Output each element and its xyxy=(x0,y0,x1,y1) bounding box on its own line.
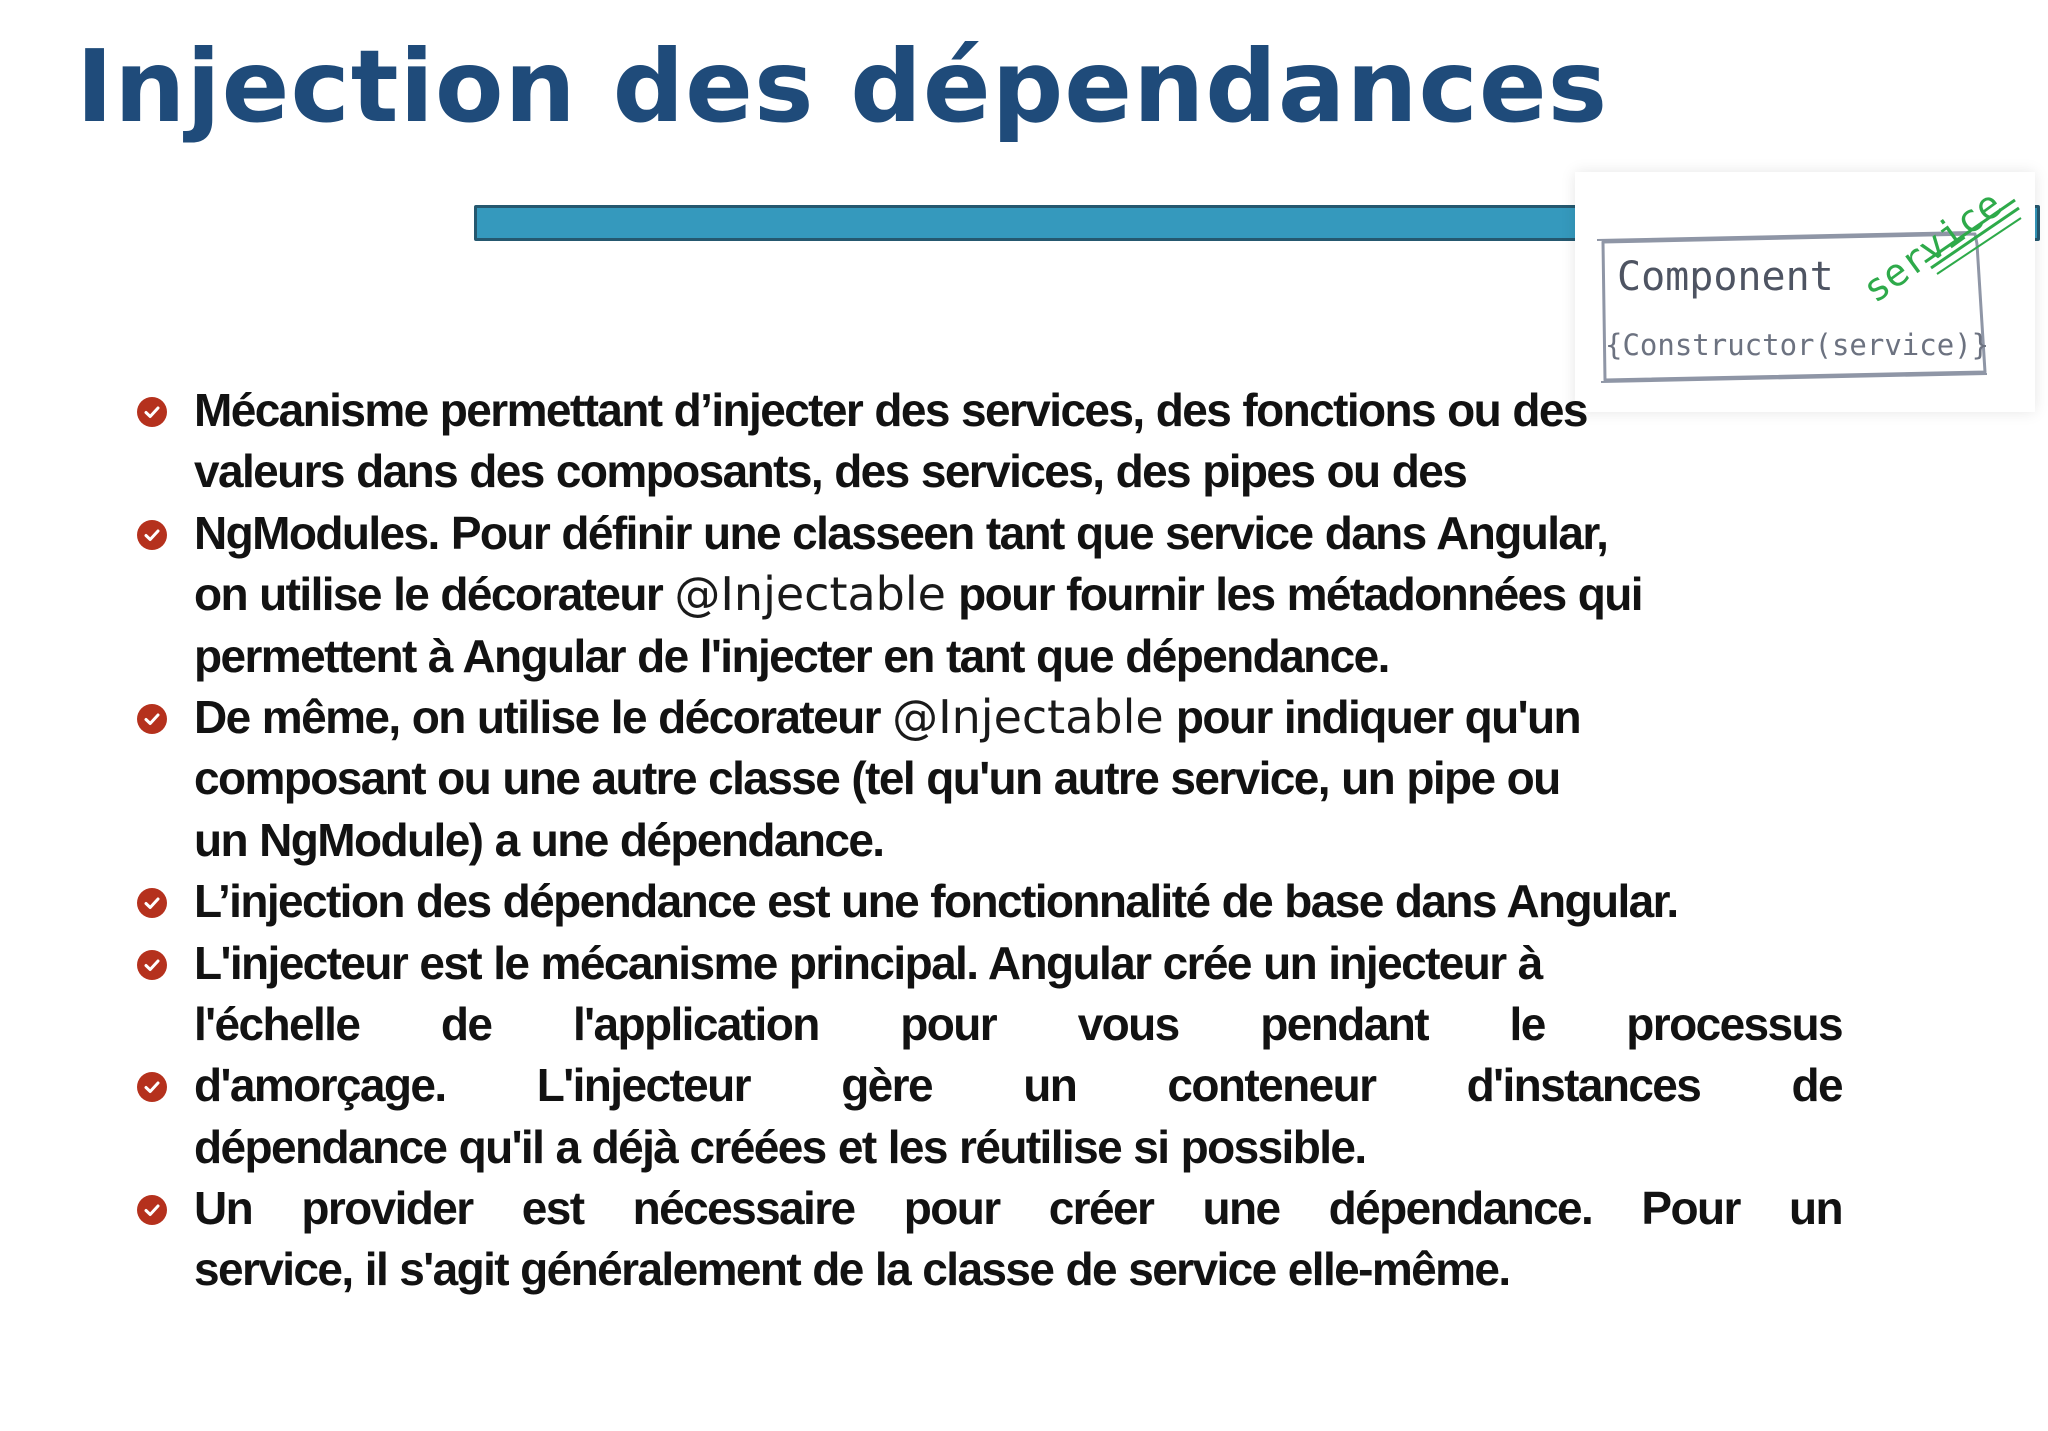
bullet-continuation-line xyxy=(136,1117,1916,1178)
bullet-text: dépendance qu'il a déjà créées et les réutilise si possible. xyxy=(194,1120,1366,1173)
bullet-text: un NgModule) a une dépendance. xyxy=(194,813,884,866)
bullet-text: L’injection des dépendance est une fonctionnalité de base dans Angular. xyxy=(194,875,1678,928)
bullet-continuation-line xyxy=(136,994,1842,1055)
bullet-text: pour indiquer qu'un xyxy=(1163,690,1580,743)
bullet-text: De même, on utilise le décorateur xyxy=(194,690,893,743)
bullet-item xyxy=(136,1055,1842,1116)
check-bullet-icon xyxy=(136,519,168,551)
check-bullet-icon xyxy=(136,949,168,981)
bullet-text: pour fournir les métadonnées qui xyxy=(945,568,1642,621)
bullet-text: composant ou une autre classe (tel qu'un autre service, un pipe ou xyxy=(194,752,1560,805)
bullet-item xyxy=(136,871,1916,932)
component-service-illustration xyxy=(1575,172,2035,412)
bullet-continuation-line xyxy=(136,626,1916,687)
check-bullet-icon xyxy=(136,887,168,919)
bullet-item xyxy=(136,380,1916,441)
bullet-text: permettent à Angular de l'injecter en tant que dépendance. xyxy=(194,629,1389,682)
bullet-item xyxy=(136,933,1916,994)
bullet-text: d'amorçage. L'injecteur gère un conteneur d'instances de xyxy=(194,1059,1842,1112)
check-bullet-icon xyxy=(136,703,168,735)
bullet-text: Mécanisme permettant d’injecter des services, des fonctions ou des xyxy=(194,384,1587,436)
check-bullet-icon xyxy=(136,1071,168,1103)
bullet-text: L'injecteur est le mécanisme principal. Angular crée un injecteur à xyxy=(194,936,1542,989)
component-label: Component xyxy=(1617,254,1834,300)
code-decorator: @Injectable xyxy=(892,689,1164,744)
bullet-text: l'échelle de l'application pour vous pendant le processus xyxy=(194,997,1842,1050)
code-decorator: @Injectable xyxy=(674,567,946,622)
bullet-item xyxy=(136,503,1916,564)
bullet-continuation-line xyxy=(136,441,1916,502)
bullet-continuation-line xyxy=(136,1239,1916,1300)
bullet-text: NgModules. Pour définir une classeen tant que service dans Angular, xyxy=(194,506,1608,559)
check-bullet-icon xyxy=(136,1194,168,1226)
service-label: service xyxy=(1854,181,2010,312)
bullet-continuation-line xyxy=(136,810,1916,871)
bullet-continuation-line xyxy=(136,748,1916,809)
bullet-item xyxy=(136,1178,1842,1239)
bullet-list xyxy=(136,380,1916,1301)
constructor-label: {Constructor(service)} xyxy=(1605,328,1990,362)
slide-title: Injection des dépendances xyxy=(76,28,1609,145)
check-bullet-icon xyxy=(136,396,168,428)
bullet-text: Un provider est nécessaire pour créer une dépendance. Pour un xyxy=(194,1182,1842,1235)
bullet-text: on utilise le décorateur xyxy=(194,568,675,621)
bullet-text: service, il s'agit généralement de la classe de service elle-même. xyxy=(194,1243,1510,1296)
bullet-continuation-line xyxy=(136,564,1916,625)
bullet-item xyxy=(136,687,1916,748)
bullet-text: valeurs dans des composants, des services, des pipes ou des xyxy=(194,445,1467,498)
